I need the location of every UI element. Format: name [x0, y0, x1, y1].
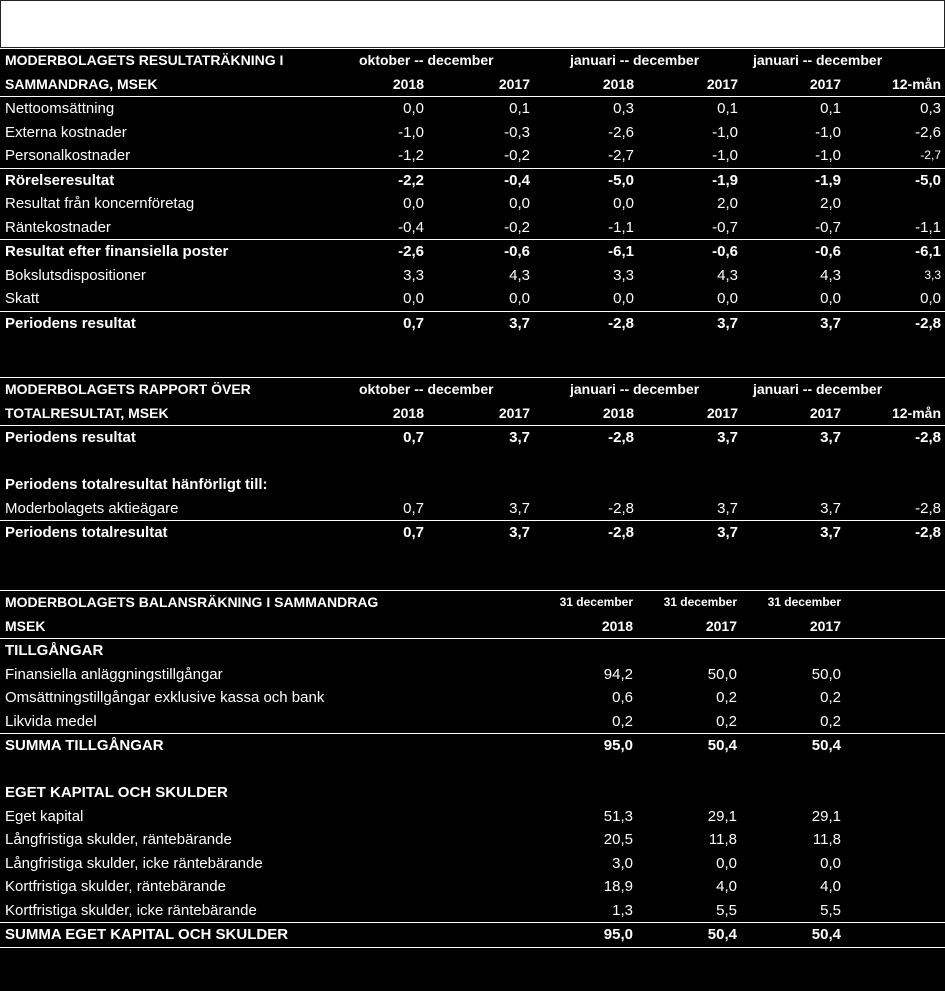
total-title-1: MODERBOLAGETS RAPPORT ÖVER: [5, 381, 251, 397]
total-year: 12-mån: [891, 404, 941, 421]
balance-sheet-table: [0, 590, 945, 948]
row-value: -1,1: [915, 218, 941, 236]
table-row-total: [0, 733, 945, 758]
row-value: -0,7: [815, 218, 841, 236]
total-year: 2017: [706, 404, 738, 421]
income-header-row-1: [0, 48, 945, 73]
row-value: 50,0: [707, 665, 737, 683]
row-value: 0,0: [509, 195, 530, 212]
total-result-table: [0, 377, 945, 545]
row-value: -1,0: [712, 123, 738, 141]
row-label: SUMMA EGET KAPITAL OCH SKULDER: [5, 926, 289, 943]
row-value: 0,0: [717, 290, 738, 307]
row-value: 11,8: [812, 831, 841, 848]
balance-title-1: MODERBOLAGETS BALANSRÄKNING I SAMMANDRAG: [5, 594, 379, 610]
row-value: 51,3: [603, 807, 633, 825]
row-value: -0,4: [504, 171, 530, 189]
row-label: SUMMA TILLGÅNGAR: [5, 737, 164, 754]
top-white-box: [0, 0, 945, 48]
row-value: -1,9: [712, 171, 738, 189]
balance-title-2: MSEK: [5, 617, 46, 634]
table-row: [0, 710, 945, 734]
row-value: 4,0: [820, 878, 841, 895]
row-value: 3,7: [509, 524, 530, 541]
row-value: -6,1: [608, 243, 634, 260]
row-label: Kortfristiga skulder, räntebärande: [5, 878, 226, 895]
total-title-2: TOTALRESULTAT, MSEK: [5, 404, 169, 421]
row-label: TILLGÅNGAR: [5, 642, 104, 659]
row-value: 3,7: [717, 314, 738, 332]
row-label: Moderbolagets aktieägare: [5, 499, 179, 517]
table-row-subtotal: [0, 168, 945, 193]
table-row: [0, 852, 945, 876]
row-value: 0,0: [403, 290, 424, 307]
row-value: 3,7: [717, 524, 738, 541]
row-value: -2,7: [920, 148, 941, 162]
row-value: -0,6: [712, 243, 738, 260]
row-value: -0,4: [398, 218, 424, 236]
row-value: 3,7: [509, 314, 530, 332]
row-value: -1,2: [398, 147, 424, 164]
income-title-2: SAMMANDRAG, MSEK: [5, 75, 158, 92]
row-value: 0,7: [403, 429, 424, 446]
row-value: 0,2: [716, 689, 737, 706]
row-label: Resultat efter finansiella poster: [5, 243, 229, 260]
row-value: 0,0: [820, 854, 841, 872]
income-period-2: januari -- december: [570, 52, 700, 68]
row-value: 3,7: [717, 499, 738, 517]
row-value: 0,3: [613, 100, 634, 117]
balance-date: 31 december: [767, 595, 841, 609]
row-value: -0,6: [504, 243, 530, 260]
row-value: 0,2: [716, 712, 737, 730]
row-label: Nettoomsättning: [5, 100, 115, 117]
row-value: 3,7: [509, 429, 530, 446]
row-value: 20,5: [603, 831, 633, 848]
row-value: 0,0: [716, 854, 737, 872]
row-value: -2,6: [608, 123, 634, 141]
row-value: 0,0: [820, 290, 841, 307]
income-year: 2017: [706, 75, 738, 92]
table-row-subtotal: [0, 239, 945, 264]
row-value: 3,7: [717, 429, 738, 446]
row-value: 18,9: [603, 878, 633, 895]
row-value: 0,0: [613, 195, 634, 212]
row-label: Skatt: [5, 290, 40, 307]
row-value: 94,2: [603, 665, 633, 683]
row-value: 0,0: [509, 290, 530, 307]
table-row: [0, 287, 945, 311]
row-value: -2,8: [915, 429, 941, 446]
row-value: 5,5: [820, 901, 841, 919]
table-row-section-label: [0, 639, 945, 663]
row-value: 50,0: [811, 665, 841, 683]
row-label: Räntekostnader: [5, 218, 111, 236]
row-value: 50,4: [707, 926, 737, 943]
row-value: -2,2: [398, 171, 424, 189]
row-value: 0,6: [612, 689, 633, 706]
row-value: 95,0: [603, 926, 633, 943]
table-row: [0, 426, 945, 450]
row-label: Eget kapital: [5, 807, 84, 825]
table-row-empty: [0, 758, 945, 782]
row-value: -6,1: [915, 243, 941, 260]
row-value: -1,1: [608, 218, 634, 236]
income-year: 2017: [498, 75, 530, 92]
row-value: -2,8: [608, 314, 634, 332]
balance-date: 31 december: [559, 595, 633, 609]
row-value: 0,0: [613, 290, 634, 307]
row-value: -1,0: [712, 147, 738, 164]
row-value: -5,0: [608, 171, 634, 189]
balance-header-row-2: [0, 615, 945, 640]
table-row: [0, 805, 945, 829]
row-label: Resultat från koncernföretag: [5, 195, 195, 212]
row-value: 3,3: [924, 267, 941, 282]
row-value: -2,8: [608, 429, 634, 446]
table-row-total: [0, 922, 945, 948]
balance-year: 2017: [705, 617, 737, 634]
row-value: 4,3: [509, 266, 530, 284]
income-year: 2017: [809, 75, 841, 92]
row-value: -1,0: [815, 147, 841, 164]
row-label: Finansiella anläggningstillgångar: [5, 665, 223, 683]
row-value: 3,7: [820, 524, 841, 541]
row-label: Omsättningstillgångar exklusive kassa och bank: [5, 689, 325, 706]
row-value: 3,7: [820, 499, 841, 517]
row-value: -2,8: [915, 499, 941, 517]
row-value: -0,7: [712, 218, 738, 236]
row-label: Kortfristiga skulder, icke räntebärande: [5, 901, 257, 919]
row-value: -0,3: [504, 123, 530, 141]
row-value: -1,0: [815, 123, 841, 141]
row-value: 1,3: [612, 901, 633, 919]
row-label: Periodens totalresultat: [5, 524, 168, 541]
total-year: 2018: [392, 404, 424, 421]
balance-header-row-1: [0, 590, 945, 615]
row-label: Bokslutsdispositioner: [5, 266, 146, 284]
total-period-3: januari -- december: [753, 381, 883, 397]
row-label: Rörelseresultat: [5, 171, 115, 189]
row-value: 0,3: [920, 100, 941, 117]
row-value: 4,0: [716, 878, 737, 895]
table-row: [0, 121, 945, 145]
row-value: 0,2: [612, 712, 633, 730]
income-header-row-2: [0, 73, 945, 98]
table-row: [0, 875, 945, 899]
row-value: 0,2: [820, 712, 841, 730]
row-value: 0,7: [403, 524, 424, 541]
row-value: 95,0: [603, 737, 633, 754]
row-value: 4,3: [820, 266, 841, 284]
balance-date: 31 december: [663, 595, 737, 609]
row-value: -2,7: [608, 147, 634, 164]
table-row: [0, 264, 945, 288]
row-label: Långfristiga skulder, räntebärande: [5, 831, 232, 848]
table-row-section-label: [0, 473, 945, 497]
total-year: 2017: [809, 404, 841, 421]
row-value: 0,1: [820, 100, 841, 117]
table-row: [0, 686, 945, 710]
income-title-1: MODERBOLAGETS RESULTATRÄKNING I: [5, 52, 284, 68]
row-value: 0,7: [403, 499, 424, 517]
row-value: 4,3: [717, 266, 738, 284]
row-label: Externa kostnader: [5, 123, 127, 141]
row-value: 29,1: [811, 807, 841, 825]
row-value: 0,1: [509, 100, 530, 117]
row-value: 2,0: [820, 195, 841, 212]
row-label: Periodens resultat: [5, 314, 136, 332]
table-row: [0, 497, 945, 521]
row-value: 2,0: [717, 195, 738, 212]
table-row: [0, 144, 945, 168]
income-year: 2018: [602, 75, 634, 92]
income-year: 12-mån: [891, 75, 941, 92]
row-value: -2,8: [915, 314, 941, 332]
row-label: Periodens resultat: [5, 429, 136, 446]
row-value: 3,3: [403, 266, 424, 284]
row-value: -1,9: [815, 171, 841, 189]
row-value: 3,3: [613, 266, 634, 284]
balance-year: 2018: [601, 617, 633, 634]
balance-year: 2017: [809, 617, 841, 634]
total-period-2: januari -- december: [570, 381, 700, 397]
table-row: [0, 97, 945, 121]
row-label: Långfristiga skulder, icke räntebärande: [5, 854, 263, 872]
total-year: 2017: [498, 404, 530, 421]
table-row-section-label: [0, 781, 945, 805]
row-value: 0,7: [403, 314, 424, 332]
table-row: [0, 899, 945, 923]
income-statement-table: [0, 48, 945, 335]
table-row: [0, 216, 945, 240]
total-year: 2018: [602, 404, 634, 421]
income-period-3: januari -- december: [753, 52, 883, 68]
total-period-1: oktober -- december: [359, 381, 494, 397]
row-value: -2,8: [915, 524, 941, 541]
row-value: -2,6: [915, 123, 941, 141]
row-value: 50,4: [811, 737, 841, 754]
table-row-total: [0, 520, 945, 545]
row-value: 11,8: [708, 831, 737, 848]
table-row-total: [0, 311, 945, 336]
income-year: 2018: [392, 75, 424, 92]
total-header-row-2: [0, 402, 945, 427]
row-value: -0,6: [815, 243, 841, 260]
row-value: 3,7: [820, 429, 841, 446]
row-value: -5,0: [915, 171, 941, 189]
row-label: Periodens totalresultat hänförligt till:: [5, 476, 268, 493]
row-value: 0,0: [403, 100, 424, 117]
table-row: [0, 828, 945, 852]
row-value: -2,8: [608, 524, 634, 541]
income-period-1: oktober -- december: [359, 52, 494, 68]
table-row: [0, 663, 945, 687]
table-row: [0, 192, 945, 216]
row-value: 29,1: [707, 807, 737, 825]
row-value: -0,2: [504, 218, 530, 236]
row-value: -1,0: [398, 123, 424, 141]
row-value: 50,4: [811, 926, 841, 943]
row-value: 0,0: [403, 195, 424, 212]
row-label: Personalkostnader: [5, 147, 131, 164]
total-header-row-1: [0, 377, 945, 402]
row-value: -2,6: [398, 243, 424, 260]
row-value: 0,0: [920, 290, 941, 307]
row-value: 5,5: [716, 901, 737, 919]
row-value: 3,7: [509, 499, 530, 517]
row-label: Likvida medel: [5, 712, 97, 730]
row-value: 50,4: [707, 737, 737, 754]
table-row-empty: [0, 450, 945, 474]
row-value: 0,2: [820, 689, 841, 706]
row-value: -0,2: [504, 147, 530, 164]
row-value: 0,1: [717, 100, 738, 117]
row-value: -2,8: [608, 499, 634, 517]
row-label: EGET KAPITAL OCH SKULDER: [5, 784, 228, 801]
row-value: 3,7: [820, 314, 841, 332]
row-value: 3,0: [612, 854, 633, 872]
